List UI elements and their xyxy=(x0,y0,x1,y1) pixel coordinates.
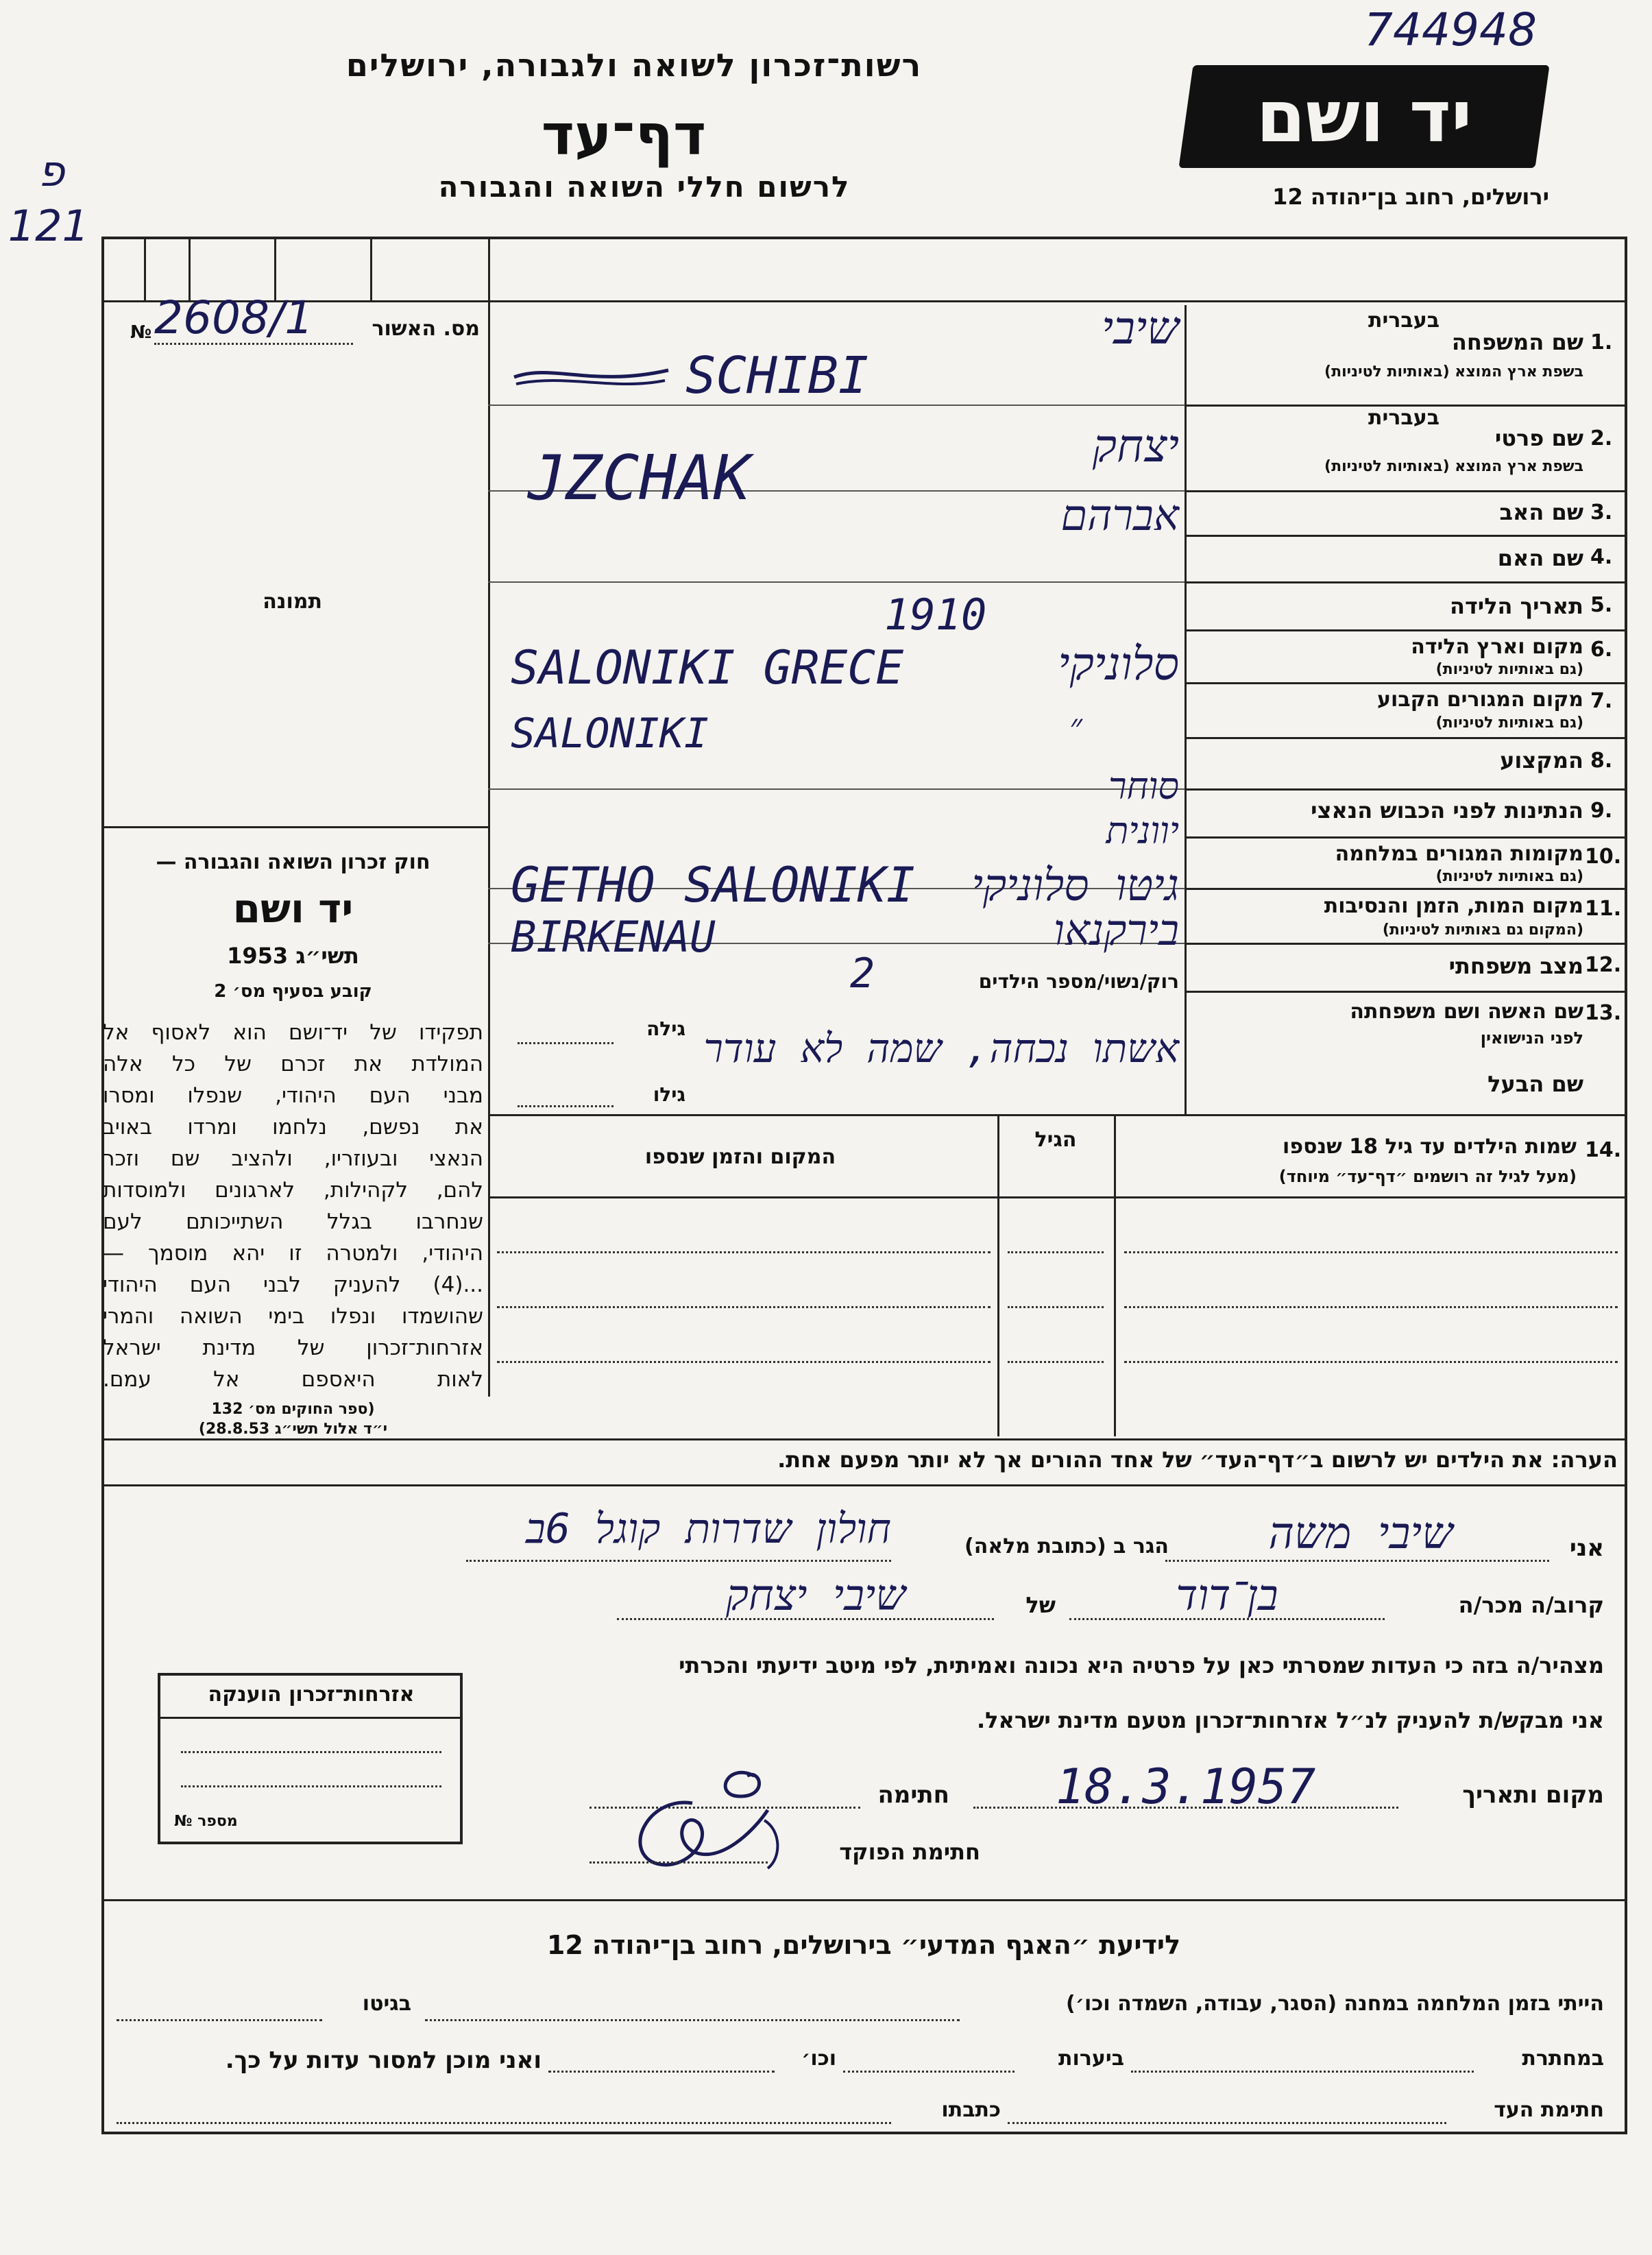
hebrew-tag-2: בעברית xyxy=(1368,406,1440,430)
label-wife-name: שם האשה ושם משפחתה xyxy=(1350,1000,1583,1024)
col-place: המקום והזמן שנספו xyxy=(644,1145,836,1169)
law-line: היהודי, ולמטרה זו יהא מוסמך — xyxy=(103,1241,483,1266)
law-line: מבני העם היהודי, שנפלו ומסרו xyxy=(103,1083,483,1108)
footer-forests: ביערות xyxy=(1058,2047,1124,2071)
yad-vashem-logo xyxy=(1178,65,1549,168)
label-husband: שם הבעל xyxy=(1487,1071,1583,1097)
note-text: הערה: את הילדים יש לרשום ב״דף־העד״ של אחד ההורים אך לא יותר מפעם אחת. xyxy=(777,1447,1618,1473)
value-first-name-he: יצחק xyxy=(1092,420,1179,472)
law-ref-1: (ספר החוקים מס׳ 132 xyxy=(211,1401,375,1418)
law-name: יד ושם xyxy=(232,885,354,932)
relative-label: קרוב/ה מכר/ה xyxy=(1458,1592,1604,1618)
label-family-name: שם המשפחה xyxy=(1451,329,1583,355)
label-mother: שם האם xyxy=(1497,545,1583,571)
photo-label: תמונה xyxy=(263,590,322,614)
value-family-name-he: שיבי xyxy=(1101,302,1179,354)
value-children-count: 2 xyxy=(850,950,875,998)
label-birthplace: מקום וארץ הלידה xyxy=(1411,635,1583,659)
witness-signature xyxy=(610,1755,802,1879)
num-11: 11. xyxy=(1585,897,1622,921)
value-profession: סוחר xyxy=(1108,764,1179,808)
law-year: תשי״ג 1953 xyxy=(227,943,359,969)
stamp-number-label: מספר № xyxy=(174,1813,238,1830)
law-line: המולדת את זכרם של כל אלה xyxy=(103,1052,483,1076)
value-first-name-latin: JZCHAK xyxy=(528,442,751,514)
law-text xyxy=(103,850,483,1438)
law-ref-2: י״ד אלול תשי״ג 28.8.53) xyxy=(198,1421,388,1438)
footer-testimony: ואני מוכן למסור עדות על כך. xyxy=(225,2047,542,2074)
institution-name: רשות־זכרון לשואה ולגבורה, ירושלים xyxy=(345,47,923,84)
sub-children: (מעל לגיל זה רושמים ״דף־עד״ מיוחד) xyxy=(1278,1167,1577,1186)
num-8: 8. xyxy=(1590,749,1613,773)
label-birth-date: תאריך הלידה xyxy=(1449,593,1583,619)
label-residence: מקום המגורים הקבוע xyxy=(1377,688,1583,712)
sub-wartime-residence: (גם באותיות לטיניות) xyxy=(1435,868,1583,885)
value-birthplace-latin: SALONIKI GRECE xyxy=(511,641,904,695)
value-death-latin: BIRKENAU xyxy=(511,912,716,962)
footer-ghetto: בגיטו xyxy=(362,1992,411,2016)
num-10: 10. xyxy=(1585,845,1622,869)
num-9: 9. xyxy=(1590,799,1613,823)
law-line: הנאצי ובעוזריו, ולהציב שם וזכר xyxy=(103,1146,483,1171)
value-wife-name: אשתו נכחה, שמה לא עודר xyxy=(703,1025,1179,1072)
footer-etc: וכו׳ xyxy=(801,2047,836,2071)
approval-label: מס. האשור xyxy=(372,317,480,341)
value-residence-he: ״ xyxy=(1069,706,1082,746)
value-address: חולון שדרות קוגל 6ב xyxy=(525,1505,891,1553)
num-3: 3. xyxy=(1590,501,1613,524)
value-residence-latin: SALONIKI xyxy=(511,710,709,758)
archive-number: 744948 xyxy=(1364,3,1537,56)
value-death-he: בירקנאו xyxy=(1053,905,1179,955)
label-death: מקום המות, הזמן והנסיבות xyxy=(1324,894,1583,918)
sub-residence: (גם באותיות לטיניות) xyxy=(1435,714,1583,732)
value-date: 18.3.1957 xyxy=(1056,1759,1316,1815)
label-wartime-residence: מקומות המגורים במלחמה xyxy=(1335,842,1583,866)
citizenship-stamp-box xyxy=(158,1673,463,1844)
num-5: 5. xyxy=(1590,593,1613,617)
label-marital-status: מצב משפחתי xyxy=(1448,953,1583,979)
label-children: שמות הילדים עד גיל 18 שנספו xyxy=(1283,1135,1577,1159)
margin-note: פ 121 xyxy=(8,146,89,251)
wife-age-label: גילה xyxy=(646,1017,685,1040)
value-wartime-he: גיטו סלוניקי xyxy=(971,860,1179,911)
sub-wife-name: לפני הנישואין xyxy=(1480,1028,1583,1048)
officer-signature-label: חתימת הפוקד xyxy=(839,1839,980,1865)
law-line: את נפשם, נלחמו ומרדו באויב xyxy=(103,1115,483,1139)
husband-age-label: גילו xyxy=(653,1083,685,1106)
footer-underground: במחתרת xyxy=(1522,2047,1604,2071)
marital-options: רוק/נשוי/מספר הילדים xyxy=(978,970,1179,993)
approval-number: 2608/1 xyxy=(154,291,314,344)
label-first-name: שם פרטי xyxy=(1494,425,1583,451)
col-age: הגיל xyxy=(1034,1128,1077,1152)
sub-birthplace: (גם באותיות לטיניות) xyxy=(1435,661,1583,678)
value-birthplace-he: סלוניקי xyxy=(1058,638,1179,690)
footer-line-1: הייתי בזמן המלחמה במחנה (הסגר, עבודה, השמדה וכו׳) xyxy=(1066,1992,1604,2016)
law-line: אזרחות־זכרון של מדינת ישראל xyxy=(103,1336,483,1360)
label-nationality: הנתינות לפני הכבוש הנאצי xyxy=(1311,797,1583,823)
signature-label: חתימה xyxy=(877,1781,949,1809)
footer-witness-sig: חתימת העד xyxy=(1494,2098,1604,2122)
value-of: שיבי יצחק xyxy=(725,1570,906,1620)
resides-label: הגר ב (כתובת מלאה) xyxy=(964,1534,1169,1558)
approval-prefix: № xyxy=(130,322,152,343)
law-line: תפקידו של יד־ושם הוא לאסוף אל xyxy=(103,1020,483,1045)
label-profession: המקצוע xyxy=(1500,747,1583,773)
form-subtitle: לרשום חללי השואה והגבורה xyxy=(438,170,851,204)
of-label: של xyxy=(1025,1592,1056,1618)
sub-death: (המקום גם באותיות לטיניות) xyxy=(1382,921,1583,939)
value-wartime-latin: GETHO SALONIKI xyxy=(511,857,916,913)
law-line: שנחרבו בגלל השתייכותם לעם xyxy=(103,1209,483,1234)
statement: מצהיר/ה בזה כי העדות שמסרתי כאן על פרטיה היא נכונה ואמיתית, לפי מיטב ידיעתי והכרתי xyxy=(679,1652,1604,1678)
law-line: לאות היאספם אל עמם. xyxy=(103,1367,483,1392)
hebrew-tag-1: בעברית xyxy=(1368,309,1440,333)
value-nationality: יוונית xyxy=(1106,809,1179,852)
sub-family-name: בשפת ארץ המוצא (באותיות לטיניות) xyxy=(1324,363,1583,381)
num-6: 6. xyxy=(1590,638,1613,662)
footer-address: כתבתו xyxy=(941,2098,1001,2122)
law-title: חוק זכרון השואה והגבורה — xyxy=(156,850,430,874)
law-line: ...(4) להעניק לבני העם היהודי xyxy=(103,1273,483,1297)
value-family-name-latin: SCHIBI xyxy=(685,346,869,405)
law-line: שהושמדו ונפלו בימי השואה והמרי xyxy=(103,1304,483,1329)
num-14: 14. xyxy=(1585,1138,1622,1162)
law-section: קובע בסעיף מס׳ 2 xyxy=(214,981,372,1002)
form-title: דף־עד xyxy=(541,103,707,168)
i-label: אני xyxy=(1569,1534,1604,1562)
sub-first-name: בשפת ארץ המוצא (באותיות לטיניות) xyxy=(1324,458,1583,475)
place-date-label: מקום ותאריך xyxy=(1462,1781,1604,1809)
logo-text: יד ושם xyxy=(1256,75,1472,158)
value-birth-date: 1910 xyxy=(884,590,987,640)
law-line: להם, לקהילות, לארגונים ולמוסדות xyxy=(103,1178,483,1203)
value-father: אברהם xyxy=(1060,490,1179,540)
num-13: 13. xyxy=(1585,1001,1622,1025)
label-father: שם האב xyxy=(1499,499,1583,525)
footer-title: לידיעת ״האגף המדעי״ בירושלים, רחוב בן־יהודה 12 xyxy=(546,1930,1181,1960)
value-witness-name: שיבי משה xyxy=(1268,1508,1453,1559)
num-4: 4. xyxy=(1590,545,1613,569)
law-body xyxy=(103,1017,483,1395)
value-relation: בן־דוד xyxy=(1176,1570,1278,1620)
num-7: 7. xyxy=(1590,689,1613,713)
stamp-title: אזרחות־זכרון הוענקה xyxy=(208,1683,415,1707)
strikeout xyxy=(511,357,675,391)
num-12: 12. xyxy=(1585,953,1622,977)
address: ירושלים, רחוב בן־יהודה 12 xyxy=(1272,184,1549,210)
request: אני מבקש/ת להעניק לנ״ל אזרחות־זכרון מטעם מדינת ישראל. xyxy=(977,1707,1604,1733)
